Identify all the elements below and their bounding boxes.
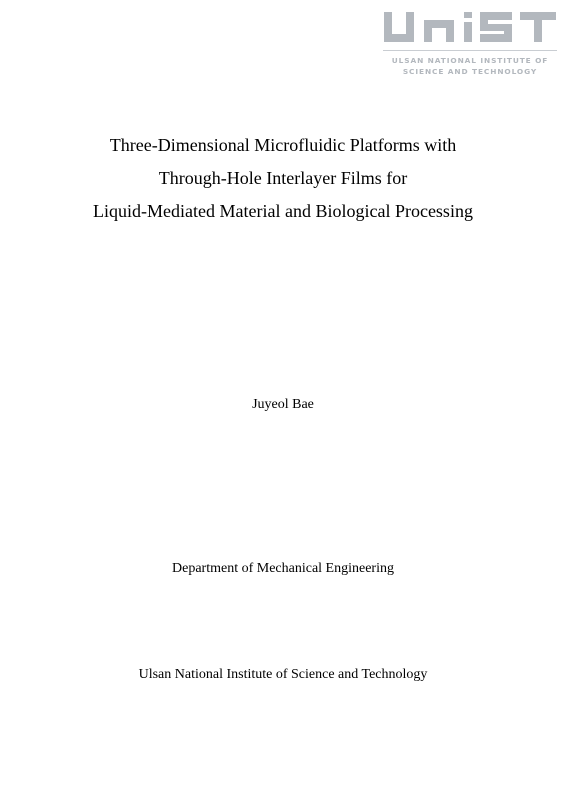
title-line-3: Liquid-Mediated Material and Biological Processing — [93, 201, 473, 221]
title-line-2: Through-Hole Interlayer Films for — [158, 168, 408, 188]
department-name: Department of Mechanical Engineering — [172, 561, 394, 576]
logo-subtitle-line2: SCIENCE AND TECHNOLOGY — [402, 67, 538, 76]
unist-logo — [380, 8, 560, 80]
thesis-title — [0, 129, 566, 228]
logo-divider — [383, 50, 557, 51]
author-name: Juyeol Bae — [252, 397, 314, 412]
institution-name: Ulsan National Institute of Science and Technology — [138, 667, 428, 682]
unist-wordmark — [380, 8, 560, 48]
logo-subtitle-line1: ULSAN NATIONAL INSTITUTE OF — [391, 56, 549, 65]
title-line-1: Three-Dimensional Microfluidic Platforms with — [109, 135, 457, 155]
